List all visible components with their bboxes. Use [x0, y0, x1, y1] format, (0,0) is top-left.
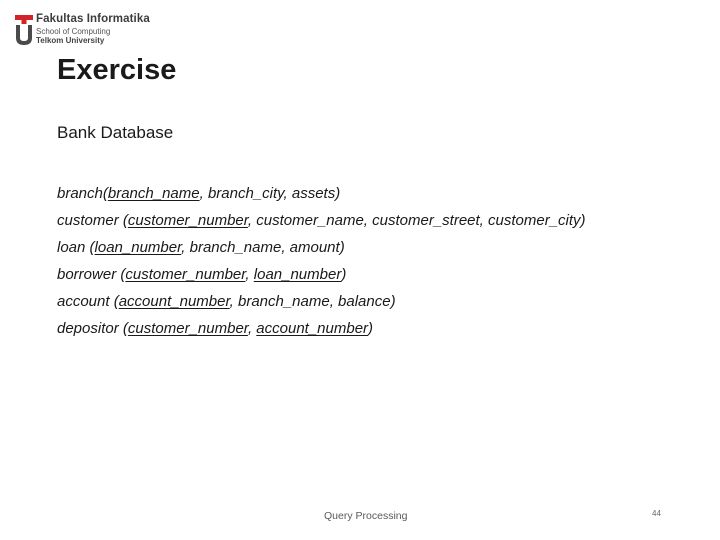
- schema-depositor: [57, 315, 586, 342]
- key-separator: ,: [247, 320, 257, 337]
- primary-key: loan_number: [94, 239, 182, 256]
- primary-key: customer_number: [125, 266, 246, 283]
- attribute-list: , customer_name, customer_street, customer_city): [247, 212, 586, 229]
- primary-key: customer_number: [127, 320, 248, 337]
- open-paren: (: [116, 266, 126, 283]
- open-paren: (: [85, 239, 95, 256]
- open-paren: (: [102, 185, 108, 202]
- attribute-list: ): [341, 266, 347, 283]
- open-paren: (: [118, 212, 128, 229]
- slide-subtitle: Bank Database: [57, 123, 174, 142]
- logo-school-name: School of Computing: [36, 26, 111, 36]
- schema-loan: [57, 234, 586, 261]
- key-separator: ,: [245, 266, 254, 283]
- logo-faculty-name: Fakultas Informatika: [36, 13, 150, 25]
- primary-key: loan_number: [253, 266, 342, 283]
- schema-account: [57, 288, 586, 315]
- relation-name: branch: [57, 185, 103, 202]
- logo-university-name: Telkom University: [36, 35, 105, 45]
- schema-branch: [57, 180, 586, 207]
- telkom-logo-icon: [14, 14, 34, 46]
- relation-name: customer: [57, 212, 119, 229]
- schema-customer: [57, 207, 586, 234]
- relation-name: borrower: [57, 266, 117, 283]
- primary-key: branch_name: [107, 185, 200, 202]
- open-paren: (: [109, 293, 119, 310]
- attribute-list: , branch_name, amount): [181, 239, 345, 256]
- relation-name: depositor: [57, 320, 119, 337]
- logo-text: [36, 14, 150, 45]
- open-paren: (: [118, 320, 128, 337]
- attribute-list: , branch_city, assets): [199, 185, 341, 202]
- relation-name: loan: [57, 239, 86, 256]
- attribute-list: , branch_name, balance): [229, 293, 396, 310]
- relation-name: account: [57, 293, 110, 310]
- primary-key: account_number: [118, 293, 230, 310]
- primary-key: account_number: [256, 320, 369, 337]
- primary-key: customer_number: [127, 212, 248, 229]
- slide-title: Exercise: [57, 54, 177, 86]
- footer-title: Query Processing: [324, 510, 408, 522]
- schema-borrower: [57, 261, 586, 288]
- attribute-list: ): [368, 320, 374, 337]
- faculty-logo: [14, 14, 154, 48]
- schema-list: [57, 180, 586, 342]
- page-number: 44: [652, 509, 661, 518]
